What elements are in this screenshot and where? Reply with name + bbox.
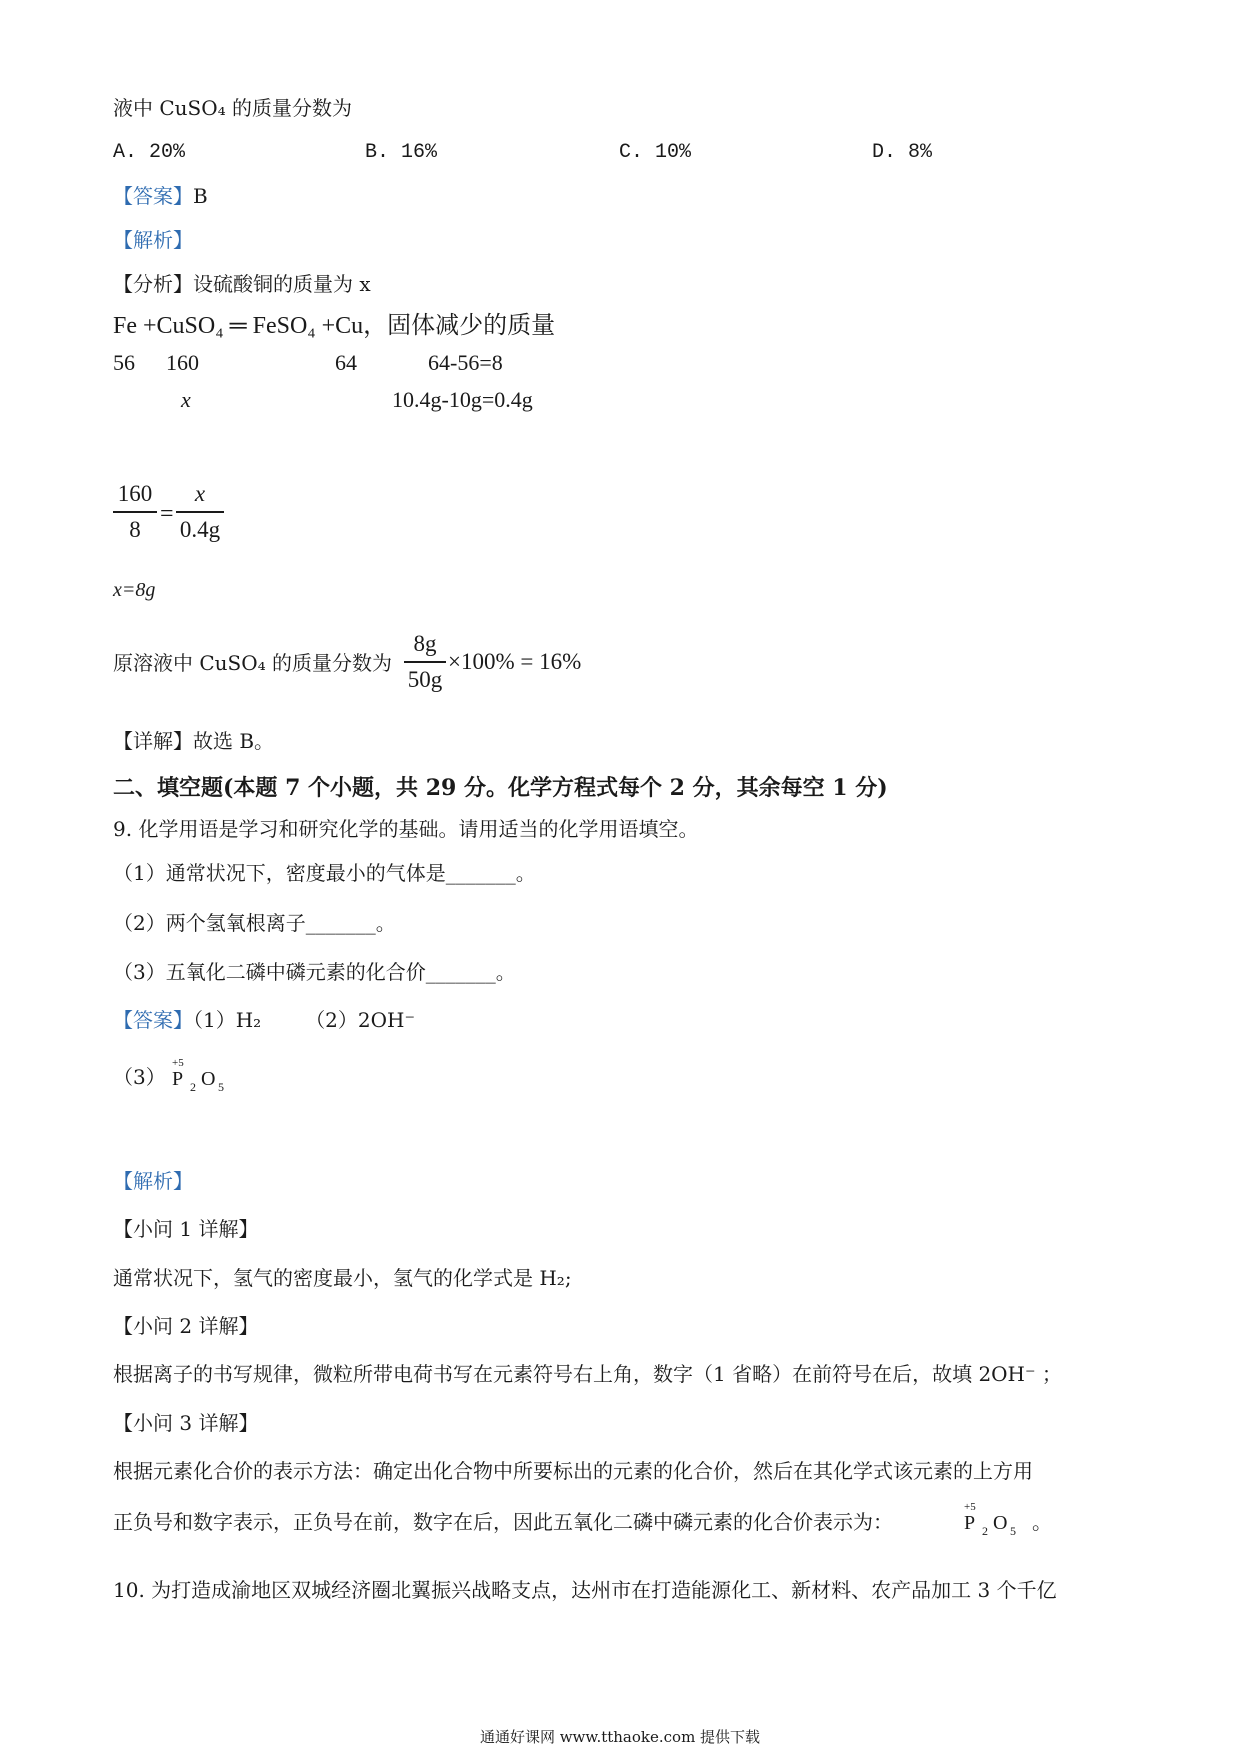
option-b: B. 16%: [365, 141, 438, 164]
formula-sub-5: 5: [218, 1080, 224, 1094]
molar-mass-56: 56: [113, 350, 135, 375]
formula-sub-2: 2: [982, 1524, 988, 1538]
fraction-left-denominator: 8: [129, 517, 141, 542]
answer-line: [113, 186, 208, 206]
sub-question-1-detail: 通常状况下，氢气的密度最小，氢气的化学式是 H₂;: [113, 1266, 572, 1290]
formula-o: O: [201, 1068, 216, 1090]
question-9-part-2: （2）两个氢氧根离子_______。: [113, 911, 396, 935]
valence-mark: +5: [964, 1501, 976, 1513]
question-9-part-3: （3）五氧化二磷中磷元素的化合价_______。: [113, 960, 516, 984]
mass-difference: 64-56=8: [428, 350, 503, 375]
fraction-right-numerator: x: [194, 481, 206, 506]
sub-question-1-tag: 【小问 1 详解】: [113, 1217, 259, 1241]
question-10-stem: 10. 为打造成渝地区双城经济圈北翼振兴战略支点，达州市在打造能源化工、新材料、农产品加工 3 个千亿: [113, 1578, 1057, 1602]
fraction-left-numerator: 160: [117, 481, 153, 506]
valence-mark: +5: [172, 1057, 184, 1069]
mass-fraction-prefix: 原溶液中 CuSO₄ 的质量分数为: [113, 651, 393, 675]
answer-tag: 【答案】: [113, 1008, 193, 1032]
answer-part-3-label: （3）: [113, 1065, 166, 1089]
answer-part-2: （2）2OH⁻: [305, 1008, 416, 1032]
detail-line: 【详解】故选 B。: [113, 729, 275, 753]
mass-fraction: [404, 632, 446, 694]
fraction-bar: [176, 511, 224, 513]
sub-question-3-tag: 【小问 3 详解】: [113, 1411, 259, 1435]
formula-sub-5: 5: [1010, 1524, 1016, 1538]
fraction-bar: [113, 511, 157, 513]
answer-part-1: （1）H₂: [193, 1008, 262, 1032]
option-d: D. 8%: [872, 141, 933, 164]
fraction-right: [176, 482, 224, 544]
sentence-end: 。: [1032, 1510, 1052, 1534]
unknown-x: x: [181, 387, 191, 412]
options-row: [0, 141, 1240, 165]
mass-fraction-numerator: 8g: [413, 631, 437, 656]
question-9-part-1: （1）通常状况下，密度最小的气体是_______。: [113, 861, 536, 885]
formula-p: P: [964, 1512, 976, 1534]
analysis-tag: 【解析】: [113, 1169, 193, 1193]
sub-question-3-detail-a: 根据元素化合价的表示方法：确定出化合物中所要标出的元素的化合价，然后在其化学式该元素的上方用: [113, 1459, 1033, 1483]
section-heading: 二、填空题(本题 7 个小题，共 29 分。化学方程式每个 2 分，其余每空 1 分): [113, 775, 888, 801]
option-a: A. 20%: [113, 141, 186, 164]
fraction-right-denominator: 0.4g: [179, 517, 221, 542]
x-result: x=8g: [113, 579, 156, 601]
page-footer: 通通好课网 www.tthaoke.com 提供下载: [479, 1728, 761, 1746]
valence-formula: [170, 1058, 240, 1098]
mass-fraction-denominator: 50g: [407, 667, 443, 692]
formula-o: O: [993, 1512, 1008, 1534]
question-9-stem: 9. 化学用语是学习和研究化学的基础。请用适当的化学用语填空。: [113, 817, 699, 841]
equals-sign: =: [160, 501, 174, 527]
sub-question-3-detail-b: 正负号和数字表示，正负号在前，数字在后，因此五氧化二磷中磷元素的化合价表示为：: [113, 1510, 893, 1534]
answer-line: [113, 1010, 415, 1030]
fraction-bar: [404, 661, 446, 663]
sub-question-2-tag: 【小问 2 详解】: [113, 1314, 259, 1338]
mass-decrease: 10.4g-10g=0.4g: [392, 387, 533, 412]
question-stem: 液中 CuSO₄ 的质量分数为: [113, 96, 353, 120]
sub-question-2-detail: 根据离子的书写规律，微粒所带电荷书写在元素符号右上角，数字（1 省略）在前符号在后，故填 2OH⁻ ；: [113, 1362, 1062, 1386]
molar-mass-64: 64: [335, 350, 357, 375]
analysis-tag: 【解析】: [113, 228, 193, 252]
reaction-equation: Fe +CuSO₄ ═ FeSO₄ +Cu，固体减少的质量: [113, 313, 556, 339]
fraction-left: [113, 482, 157, 544]
option-c: C. 10%: [619, 141, 692, 164]
answer-value: B: [193, 184, 208, 208]
formula-sub-2: 2: [190, 1080, 196, 1094]
formula-p: P: [172, 1068, 184, 1090]
analysis-setup: 【分析】设硫酸铜的质量为 x: [113, 272, 371, 296]
valence-formula: [962, 1502, 1032, 1542]
answer-tag: 【答案】: [113, 184, 193, 208]
mass-fraction-result: ×100% = 16%: [448, 649, 582, 674]
molar-mass-160: 160: [166, 350, 199, 375]
